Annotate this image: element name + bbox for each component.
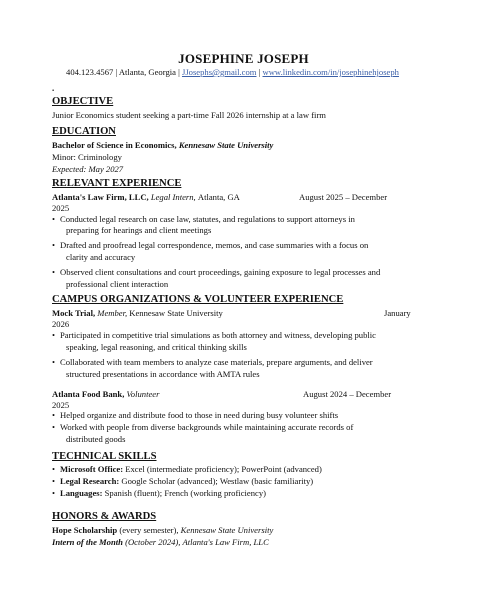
skill-label: Microsoft Office:: [60, 464, 126, 474]
honor-school: Kennesaw State University: [180, 525, 274, 535]
org-name: Mock Trial,: [52, 308, 98, 318]
bullet-glyph: •: [52, 267, 56, 277]
honor-detail: (October 2024), Atlanta's Law Firm, LLC: [125, 537, 269, 547]
bullet-glyph: •: [52, 476, 56, 486]
expected-graduation: Expected: May 2027: [52, 164, 124, 174]
bullet-continuation: distributed goods: [66, 434, 126, 444]
objective-text: Junior Economics student seeking a part-time Fall 2026 internship at a law firm: [52, 110, 326, 120]
university-name: Kennesaw State University: [178, 140, 274, 150]
bullet-glyph: •: [52, 422, 56, 432]
stray-marker: .: [52, 83, 55, 93]
bullet-glyph: •: [52, 488, 56, 498]
skill-item: [52, 464, 322, 474]
org-bullet: [52, 330, 376, 340]
job-role: Legal Intern,: [150, 192, 198, 202]
honor-item: [52, 537, 269, 547]
org2-bullet: [52, 422, 353, 432]
skill-label: Legal Research:: [60, 476, 122, 486]
contact-separator: |: [256, 67, 263, 77]
bullet-text: Collaborated with team members to analyze case materials, prepare arguments, and deliver: [60, 357, 373, 367]
job-location: Atlanta, GA: [197, 192, 240, 202]
objective-heading: OBJECTIVE: [52, 96, 114, 107]
bullet-text: Conducted legal research on case law, statutes, and regulations to support attorneys in: [60, 214, 355, 224]
candidate-name: JOSEPHINE JOSEPH: [178, 51, 309, 66]
org2-dates: August 2024 – December: [303, 389, 392, 399]
experience-bullet: [52, 267, 380, 277]
employer-name: Atlanta's Law Firm, LLC,: [52, 192, 151, 202]
org2-name: Atlanta Food Bank,: [52, 389, 127, 399]
job-dates: August 2025 – December: [299, 192, 388, 202]
skill-text: Google Scholar (advanced); Westlaw (basic familiarity): [121, 476, 314, 486]
org-place: Kennesaw State University: [129, 308, 223, 318]
skill-text: Spanish (fluent); French (working proficiency): [104, 488, 266, 498]
skill-text: Excel (intermediate proficiency); PowerPoint (advanced): [125, 464, 322, 474]
bullet-glyph: •: [52, 330, 56, 340]
bullet-text: Helped organize and distribute food to those in need during busy volunteer shifts: [60, 410, 339, 420]
honor-item: [52, 525, 273, 535]
skill-item: [52, 476, 313, 486]
bullet-continuation: structured presentations in accordance with AMTA rules: [66, 369, 260, 379]
honor-name: Hope Scholarship: [52, 525, 120, 535]
degree-line: [52, 140, 273, 150]
org2-title-line: [52, 389, 159, 399]
contact-line: [0, 67, 465, 77]
bullet-text: Observed client consultations and court proceedings, gaining exposure to legal processes and: [60, 267, 381, 277]
bullet-glyph: •: [52, 214, 56, 224]
skill-label: Languages:: [60, 488, 105, 498]
degree-name: Bachelor of Science in Economics,: [52, 140, 179, 150]
honor-name: Intern of the Month: [52, 537, 126, 547]
org-bullet: [52, 357, 373, 367]
org-dates: January: [384, 308, 411, 318]
org-dates-wrap: 2026: [52, 319, 70, 329]
bullet-continuation: clarity and accuracy: [66, 252, 136, 262]
email-link[interactable]: JJosephs@gmail.com: [181, 67, 257, 77]
bullet-glyph: •: [52, 464, 56, 474]
honor-detail: (every semester),: [119, 525, 181, 535]
education-heading: EDUCATION: [52, 126, 116, 137]
org2-role: Volunteer: [126, 389, 160, 399]
bullet-continuation: preparing for hearings and client meetings: [66, 225, 212, 235]
linkedin-link[interactable]: www.linkedin.com/in/josephinehjoseph: [262, 67, 399, 77]
campus-organizations-heading: CAMPUS ORGANIZATIONS & VOLUNTEER EXPERIENCE: [52, 294, 344, 305]
org2-bullet: [52, 410, 338, 420]
bullet-continuation: professional client interaction: [66, 279, 169, 289]
job-title-line: [52, 192, 240, 202]
honors-heading: HONORS & AWARDS: [52, 511, 157, 522]
experience-bullet: [52, 214, 355, 224]
minor-line: Minor: Criminology: [52, 152, 122, 162]
bullet-continuation: speaking, legal reasoning, and critical thinking skills: [66, 342, 247, 352]
bullet-text: Drafted and proofread legal correspondence, memos, and case summaries with a focus on: [60, 240, 369, 250]
bullet-text: Worked with people from diverse backgrounds while maintaining accurate records of: [60, 422, 354, 432]
org-role: Member,: [97, 308, 130, 318]
relevant-experience-heading: RELEVANT EXPERIENCE: [52, 178, 182, 189]
bullet-text: Participated in competitive trial simulations as both attorney and witness, developing public: [60, 330, 376, 340]
bullet-glyph: •: [52, 410, 56, 420]
technical-skills-heading: TECHNICAL SKILLS: [52, 451, 157, 462]
bullet-glyph: •: [52, 240, 56, 250]
org-title-line: [52, 308, 223, 318]
bullet-glyph: •: [52, 357, 56, 367]
experience-bullet: [52, 240, 368, 250]
org2-dates-wrap: 2025: [52, 400, 70, 410]
phone-location: 404.123.4567 | Atlanta, Georgia |: [66, 67, 182, 77]
job-dates-wrap: 2025: [52, 203, 70, 213]
skill-item: [52, 488, 266, 498]
